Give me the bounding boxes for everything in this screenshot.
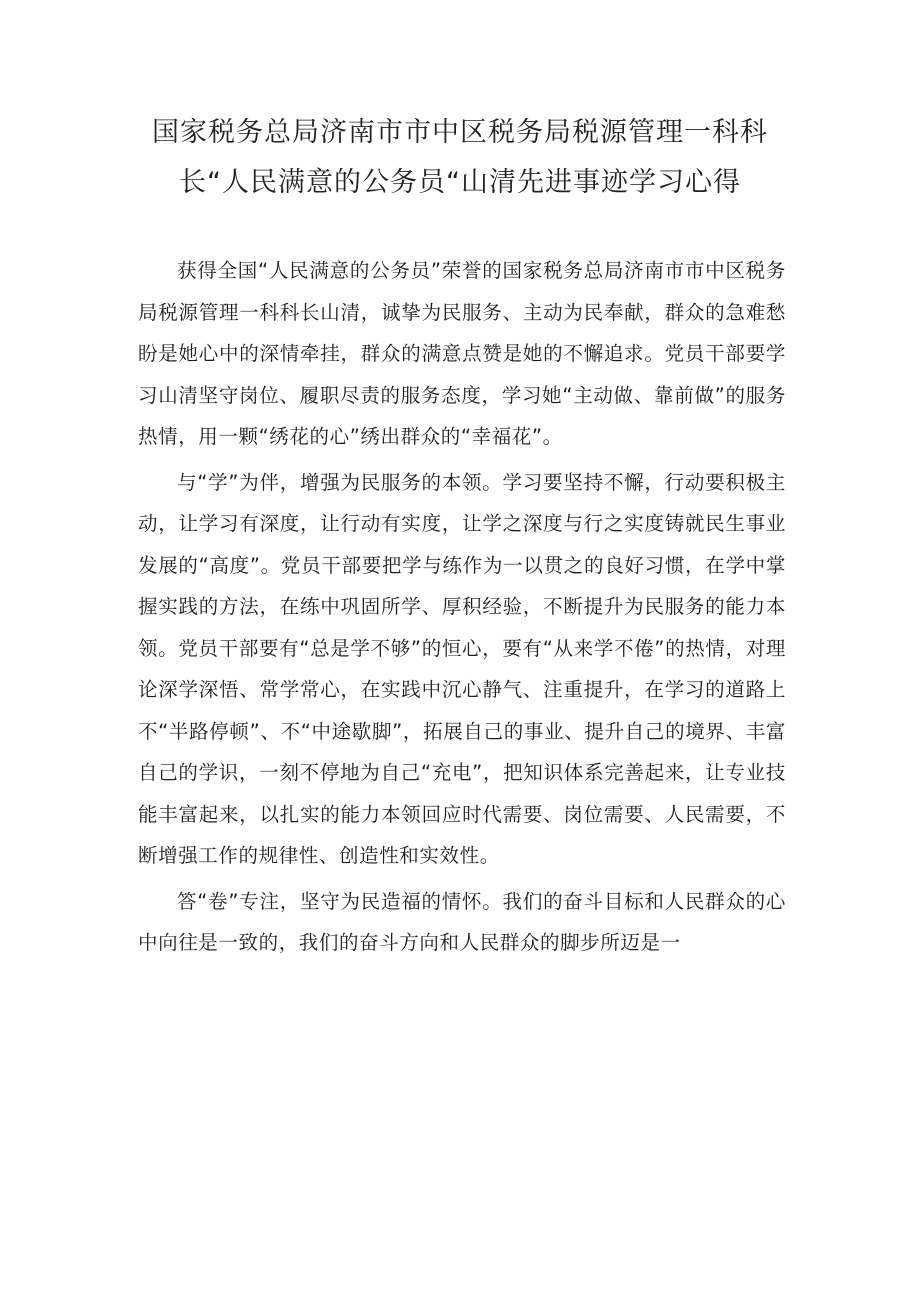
document-title (130, 108, 790, 208)
title-line-1: 国家税务总局济南市市中区税务局税源管理一科科 (152, 117, 768, 148)
document-body (138, 250, 786, 968)
paragraph-dedication: 答“卷”专注，坚守为民造福的情怀。我们的奋斗目标和人民群众的心中向往是一致的，我们的奋斗方向和人民群众的脚步所迈是一 (138, 889, 786, 954)
paragraph-study: 与“学”为伴，增强为民服务的本领。学习要坚持不懈，行动要积极主动，让学习有深度，让行动有实度，让学之深度与行之实度铸就民生事业发展的“高度”。党员干部要把学与练作为一以贯之的良好习惯，在学中掌握实践的方法，在练中巩固所学、厚积经验，不断提升为民服务的能力本领。党员干部要有“总是学不够”的恒心，要有“从来学不倦”的热情，对理论深学深悟、常学常心，在实践中沉心静气、注重提升，在学习的道路上不“半路停顿”、不“中途歇脚”，拓展自己的事业、提升自己的境界、丰富自己的学识，一刻不停地为自己“充电”，把知识体系完善起来，让专业技能丰富起来，以扎实的能力本领回应时代需要、岗位需要、人民需要，不断增强工作的规律性、创造性和实效性。 (138, 470, 786, 867)
paragraph-intro: 获得全国“人民满意的公务员”荣誉的国家税务总局济南市市中区税务局税源管理一科科长山清，诚挚为民服务、主动为民奉献，群众的急难愁盼是她心中的深情牵挂，群众的满意点赞是她的不懈追求。党员干部要学习山清坚守岗位、履职尽责的服务态度，学习她“主动做、靠前做”的服务热情，用一颗“绣花的心”绣出群众的“幸福花”。 (138, 259, 786, 448)
title-line-2: 长“人民满意的公务员“山清先进事迹学习心得 (179, 167, 741, 198)
